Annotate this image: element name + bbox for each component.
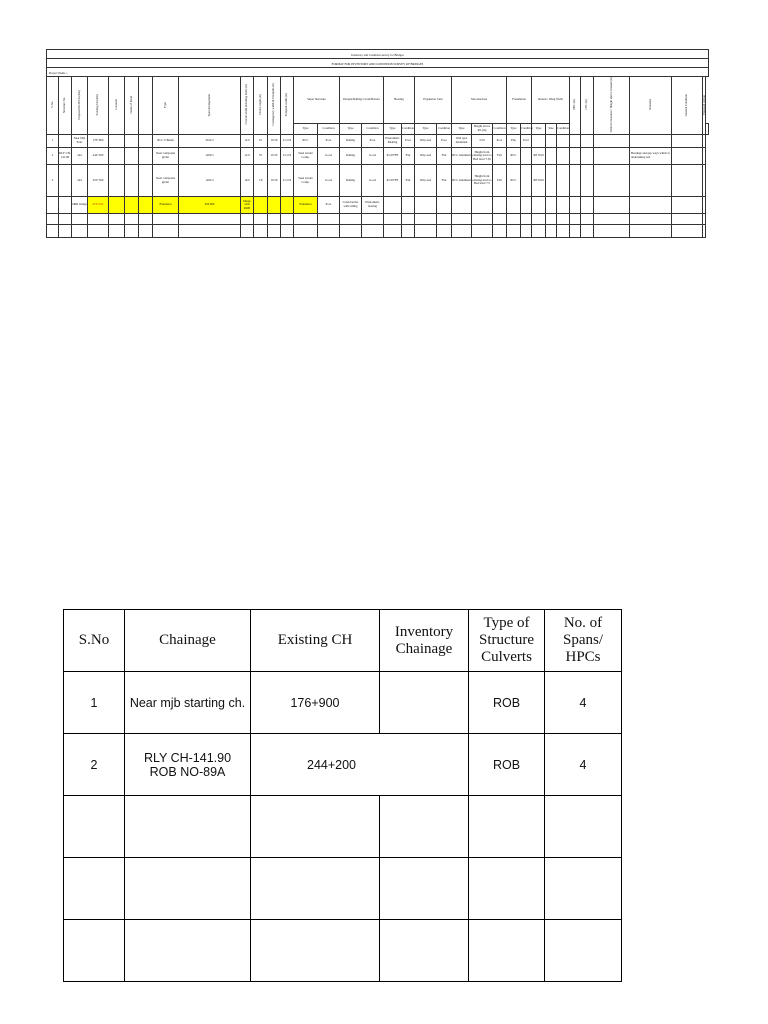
subheader-cell: Type bbox=[452, 124, 472, 135]
subheader-cell: Type bbox=[294, 124, 318, 135]
cell-deck: 55 bbox=[254, 148, 268, 165]
cell-existing: 244+200 bbox=[88, 148, 109, 165]
col-super-structure: Super Structure bbox=[294, 77, 340, 124]
cell-ofl bbox=[581, 135, 594, 148]
col-ofl: OFL (m) bbox=[581, 77, 594, 135]
subheader-cell: Type bbox=[415, 124, 437, 135]
cell-br-type: Pot PTFE bbox=[384, 165, 402, 197]
cell-fp: 0 x 0.6 bbox=[281, 148, 294, 165]
cell-rw-cond bbox=[557, 197, 570, 214]
cell-pr-cond: Elastomeric bearing bbox=[362, 197, 384, 214]
col-structure-no: Structure No. bbox=[59, 77, 72, 135]
cell-pr-type: Railing bbox=[340, 148, 362, 165]
cell-br-type: Pot PTFE bbox=[384, 148, 402, 165]
cell-deck: 1.8 bbox=[254, 165, 268, 197]
header-type-of-structure: Type of Structure Culverts bbox=[469, 610, 545, 672]
cell-ss-type: Steel Girder Comp. bbox=[294, 148, 318, 165]
cell-cw: 10.50 bbox=[268, 148, 281, 165]
cell-road bbox=[125, 165, 139, 197]
cell-fp: 0 x 0.6 bbox=[281, 165, 294, 197]
col-proposed-ch: Proposed ROB Ch.(Km) bbox=[72, 77, 88, 135]
col-footpath: Footpath width (m) bbox=[281, 77, 294, 135]
cell-fd-type: RCC bbox=[507, 148, 521, 165]
cell-remarks bbox=[630, 135, 672, 148]
cell-remarks: Bearings and gap ways which is undertaking sub bbox=[630, 148, 672, 165]
cell-pr-type: Railing bbox=[340, 165, 362, 197]
subheader-cell: Size bbox=[546, 124, 557, 135]
cell-br-cond: Fair bbox=[402, 165, 415, 197]
cell-fp bbox=[281, 197, 294, 214]
col-sub-structure: Sub-structure bbox=[452, 77, 507, 124]
cell-span: 1x62.5 bbox=[179, 165, 241, 197]
cell-structure: RLY CH-141.90 bbox=[59, 148, 72, 165]
subheader-cell: Type bbox=[340, 124, 362, 135]
cell-structure bbox=[59, 165, 72, 197]
cell-ofl bbox=[581, 197, 594, 214]
table-row-empty bbox=[64, 858, 622, 920]
col-sno: S.No. bbox=[47, 77, 59, 135]
cell-remarks bbox=[630, 197, 672, 214]
structures-header-row bbox=[64, 610, 622, 672]
chainage-line: ROB NO-89A bbox=[149, 764, 226, 779]
cell-vc bbox=[594, 165, 630, 197]
project-name-label: Project Name :- bbox=[46, 67, 709, 77]
cell-existing: 252+300 bbox=[88, 165, 109, 197]
cell-rw-type: RE Wall bbox=[532, 148, 546, 165]
subheader-cell: Condition bbox=[437, 124, 452, 135]
cell-br-cond: Fair bbox=[402, 148, 415, 165]
col-span-arrangement: Span Arrangement bbox=[179, 77, 241, 135]
cell-sub-type: RCC Abutment bbox=[452, 148, 472, 165]
cell-overall: 12.0 bbox=[241, 148, 254, 165]
col-proposed-action: Proposed Action bbox=[703, 77, 706, 135]
chainage-line: RLY CH-141.90 bbox=[143, 750, 232, 765]
cell-ej-type bbox=[415, 197, 437, 214]
subheader-cell: Type bbox=[384, 124, 402, 135]
cell-ej-type: Strip seal bbox=[415, 148, 437, 165]
cell-vc bbox=[594, 135, 630, 148]
inventory-sheet bbox=[46, 49, 709, 238]
cell-ss-type: RCC bbox=[294, 135, 318, 148]
cell-existing: 176+900 bbox=[88, 135, 109, 148]
cell-fd-type: RCC bbox=[507, 165, 521, 197]
cell-ej-cond bbox=[437, 197, 452, 214]
col-overall-width: Overall width including Kerb (m) bbox=[241, 77, 254, 135]
cell-fd-cond: Poor bbox=[521, 135, 532, 148]
header-row bbox=[47, 77, 709, 124]
subheader-cell: Condition bbox=[362, 124, 384, 135]
cell-rw-type bbox=[532, 197, 546, 214]
cell-sub-type: RCC Abutment bbox=[452, 165, 472, 197]
cell-br-type bbox=[384, 197, 402, 214]
cell-span: 3x22.5 bbox=[179, 135, 241, 148]
cell-pa bbox=[703, 148, 706, 165]
header-sno: S.No bbox=[64, 610, 125, 672]
cell-existing-ch: 244+200 bbox=[251, 734, 469, 796]
table-row bbox=[47, 197, 709, 214]
cell-cw bbox=[268, 197, 281, 214]
cell-pr-cond: Good bbox=[362, 148, 384, 165]
cell-road bbox=[125, 197, 139, 214]
col-parapet: Parapet/Railing/ Crash Barrier bbox=[340, 77, 384, 124]
col-bearing: Bearing bbox=[384, 77, 415, 124]
subheader-cell: Type bbox=[507, 124, 521, 135]
cell-sub-type bbox=[452, 197, 472, 214]
cell-proposed: 2nd bbox=[72, 148, 88, 165]
cell-existing: 271+121 bbox=[88, 197, 109, 214]
cell-sub-h: Height from existing level to Bed level 7.50 bbox=[472, 148, 493, 165]
cell-fd-cond bbox=[521, 148, 532, 165]
cell-type: Steel composite girder bbox=[153, 148, 179, 165]
cell-sno: 2 bbox=[47, 148, 59, 165]
cell-pa bbox=[703, 135, 706, 148]
cell-sub-cond: Fair bbox=[493, 148, 507, 165]
cell-blank bbox=[139, 148, 153, 165]
subheader-cell: Condition bbox=[318, 124, 340, 135]
cell-sno: 1 bbox=[47, 135, 59, 148]
cell-fd-type: Pile bbox=[507, 135, 521, 148]
table-row bbox=[47, 165, 709, 197]
cell-span: 3x6.000 bbox=[179, 197, 241, 214]
cell-existing-ch: 176+900 bbox=[251, 672, 380, 734]
cell-rw-size bbox=[546, 148, 557, 165]
cell-sub-cond: Fair bbox=[493, 165, 507, 197]
cell-overall: Merge with ROB bbox=[241, 197, 254, 214]
cell-rw-type bbox=[532, 135, 546, 148]
table-row-empty bbox=[47, 225, 709, 238]
cell-gc bbox=[672, 165, 703, 197]
header-inventory-chainage: Inventory Chainage bbox=[380, 610, 469, 672]
cell-blank bbox=[139, 197, 153, 214]
table-row bbox=[64, 734, 622, 796]
cell-remarks bbox=[630, 165, 672, 197]
cell-location bbox=[109, 165, 125, 197]
cell-fd-type bbox=[507, 197, 521, 214]
table-row-empty bbox=[64, 796, 622, 858]
cell-fd-cond bbox=[521, 197, 532, 214]
cell-sno: 3 bbox=[47, 165, 59, 197]
cell-rw-type: RE Wall bbox=[532, 165, 546, 197]
cell-ej-type: Strip seal bbox=[415, 135, 437, 148]
cell-type: Steel composite girder bbox=[153, 165, 179, 197]
cell-cw: 10.50 bbox=[268, 135, 281, 148]
cell-rw-size bbox=[546, 135, 557, 148]
cell-rw-cond bbox=[557, 135, 570, 148]
col-blank bbox=[139, 77, 153, 135]
cell-ej-type: Strip seal bbox=[415, 165, 437, 197]
cell-blank bbox=[139, 135, 153, 148]
cell-pr-cond: Poor bbox=[362, 135, 384, 148]
cell-chainage: Near mjb starting ch. bbox=[125, 672, 251, 734]
cell-type: RCC T-Beam bbox=[153, 135, 179, 148]
subheader-cell: Height above RL (m) bbox=[472, 124, 493, 135]
cell-gc bbox=[672, 197, 703, 214]
cell-ss-cond: Poor bbox=[318, 135, 340, 148]
cell-hfl bbox=[570, 197, 581, 214]
cell-inventory-chainage bbox=[380, 672, 469, 734]
cell-type: Extension bbox=[153, 197, 179, 214]
cell-br-cond bbox=[402, 197, 415, 214]
header-existing-ch: Existing CH bbox=[251, 610, 380, 672]
structures-table bbox=[63, 609, 622, 982]
cell-sub-h bbox=[472, 197, 493, 214]
cell-type: ROB bbox=[469, 672, 545, 734]
cell-vc bbox=[594, 148, 630, 165]
col-existing-ch: Existing Ch.(Km) bbox=[88, 77, 109, 135]
cell-ss-type: Extension bbox=[294, 197, 318, 214]
cell-structure bbox=[59, 197, 72, 214]
cell-proposed: 2nd bbox=[72, 165, 88, 197]
cell-location bbox=[109, 135, 125, 148]
inventory-table bbox=[46, 76, 709, 238]
cell-rw-size bbox=[546, 197, 557, 214]
cell-road bbox=[125, 148, 139, 165]
col-foundation: Foundation bbox=[507, 77, 532, 124]
cell-pr-cond: Good bbox=[362, 165, 384, 197]
cell-type: ROB bbox=[469, 734, 545, 796]
cell-pa bbox=[703, 197, 706, 214]
cell-sub-cond: Poor bbox=[493, 135, 507, 148]
cell-location bbox=[109, 148, 125, 165]
cell-overall: 12.0 bbox=[241, 135, 254, 148]
sheet-subtitle: FORMAT FOR INVENTORY AND CONDITION SURVEY OF BRIDGES bbox=[46, 58, 709, 68]
cell-ej-cond: Fair bbox=[437, 165, 452, 197]
cell-overall: 16.0 bbox=[241, 165, 254, 197]
cell-hfl bbox=[570, 135, 581, 148]
cell-br-cond: Poor bbox=[402, 135, 415, 148]
cell-gc bbox=[672, 148, 703, 165]
table-row-empty bbox=[64, 920, 622, 982]
cell-ofl bbox=[581, 165, 594, 197]
cell-sub-h: Height from existing level to Bed level 7.5 bbox=[472, 165, 493, 197]
cell-proposed: ORR bridge bbox=[72, 197, 88, 214]
subheader-cell: Condition bbox=[493, 124, 507, 135]
table-row bbox=[47, 135, 709, 148]
cell-spans: 4 bbox=[545, 734, 622, 796]
subheader-cell: Condition bbox=[557, 124, 570, 135]
subheader-cell: Type bbox=[532, 124, 546, 135]
cell-hfl bbox=[570, 148, 581, 165]
cell-road bbox=[125, 135, 139, 148]
cell-ej-cond: Poor bbox=[437, 135, 452, 148]
col-name-of-road: Name of Road bbox=[125, 77, 139, 135]
cell-fp: 0 x 0.6 bbox=[281, 135, 294, 148]
cell-ss-cond: Poor bbox=[318, 197, 340, 214]
header-no-of-spans: No. of Spans/ HPCs bbox=[545, 610, 622, 672]
cell-pr-type: Railing bbox=[340, 135, 362, 148]
cell-sno: 2 bbox=[64, 734, 125, 796]
cell-chainage bbox=[125, 734, 251, 796]
cell-rw-cond bbox=[557, 148, 570, 165]
cell-location bbox=[109, 197, 125, 214]
cell-hfl bbox=[570, 165, 581, 197]
col-deck-length: Deck Length (m) bbox=[254, 77, 268, 135]
cell-rw-cond bbox=[557, 165, 570, 197]
cell-ss-cond: Good bbox=[318, 165, 340, 197]
cell-pr-type: Crash barrier with railing bbox=[340, 197, 362, 214]
cell-structure bbox=[59, 135, 72, 148]
cell-sno: 1 bbox=[64, 672, 125, 734]
col-expansion-joint: Expansion Joint bbox=[415, 77, 452, 124]
col-carriageway-width: Carriageway width & Footpath (m) bbox=[268, 77, 281, 135]
cell-blank bbox=[139, 165, 153, 197]
cell-sub-h: 2.50 bbox=[472, 135, 493, 148]
col-type: Type bbox=[153, 77, 179, 135]
col-hfl: HFL (m) bbox=[570, 77, 581, 135]
cell-fd-cond bbox=[521, 165, 532, 197]
cell-pa bbox=[703, 165, 706, 197]
sheet-title: Inventory and Condition survey for Bridges bbox=[46, 49, 709, 59]
cell-rw-size bbox=[546, 165, 557, 197]
subheader-cell: Condition bbox=[521, 124, 532, 135]
cell-ss-cond: Good bbox=[318, 148, 340, 165]
cell-proposed: Near Mjb Start bbox=[72, 135, 88, 148]
cell-sub-cond bbox=[493, 197, 507, 214]
table-row bbox=[47, 148, 709, 165]
cell-deck bbox=[254, 197, 268, 214]
cell-ofl bbox=[581, 148, 594, 165]
cell-sno bbox=[47, 197, 59, 214]
cell-ej-cond: Fair bbox=[437, 148, 452, 165]
col-vertical-clearance: Vertical Clearance / Height above Ground (m) bbox=[594, 77, 630, 135]
cell-ss-type: Steel Girder Comp. bbox=[294, 165, 318, 197]
table-row-empty bbox=[47, 214, 709, 225]
cell-vc bbox=[594, 197, 630, 214]
cell-gc bbox=[672, 135, 703, 148]
col-return-wall: Return / Wing Walls bbox=[532, 77, 570, 124]
cell-cw: 10.50 bbox=[268, 165, 281, 197]
subheader-cell: Condition bbox=[402, 124, 415, 135]
subheader-cell bbox=[706, 124, 709, 135]
col-location: Location bbox=[109, 77, 125, 135]
header-chainage: Chainage bbox=[125, 610, 251, 672]
cell-spans: 4 bbox=[545, 672, 622, 734]
cell-sub-type: Wall type Abutment bbox=[452, 135, 472, 148]
col-remarks: Remarks bbox=[630, 77, 672, 135]
cell-deck: 91 bbox=[254, 135, 268, 148]
cell-br-type: Elastomeric Bearing bbox=[384, 135, 402, 148]
col-general-condition: General Condition bbox=[672, 77, 703, 135]
table-row bbox=[64, 672, 622, 734]
cell-span: 1x60.5 bbox=[179, 148, 241, 165]
